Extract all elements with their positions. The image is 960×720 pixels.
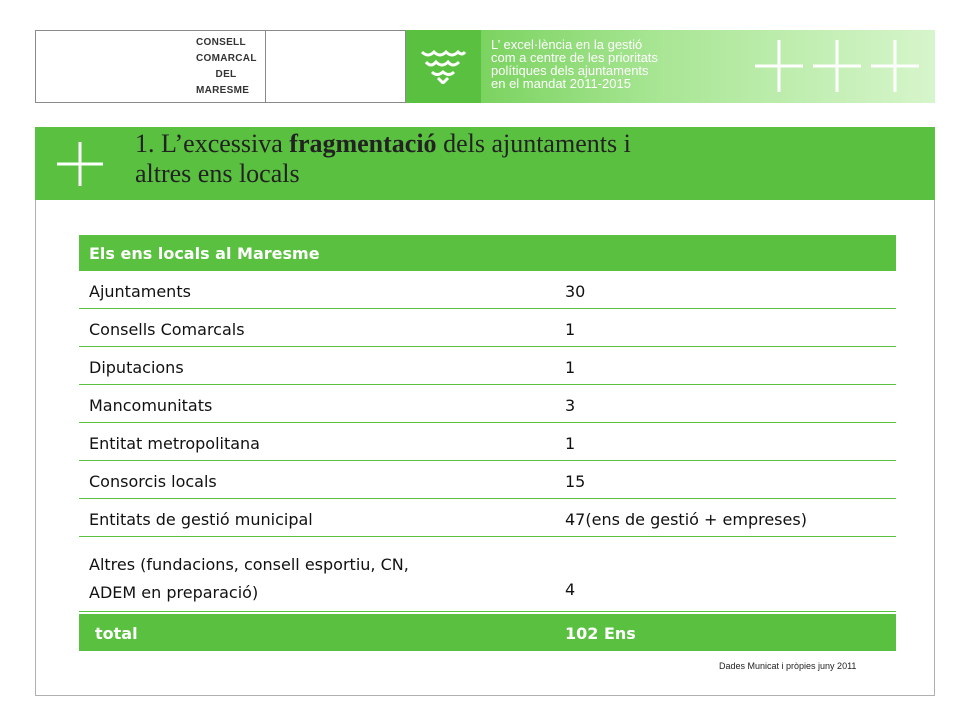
logo-line: COMARCAL (196, 53, 257, 64)
row-label-line: ADEM en preparació) (89, 583, 259, 602)
table-row (79, 385, 896, 423)
table-row (79, 309, 896, 347)
row-value: 4 (565, 580, 576, 599)
row-label: Entitats de gestió municipal (89, 510, 313, 529)
row-value: 47(ens de gestió + empreses) (565, 510, 807, 529)
organization-logo (196, 35, 266, 99)
motto-line: com a centre de les prioritats (491, 50, 658, 65)
table-total-row (79, 614, 896, 651)
row-value: 3 (565, 396, 576, 415)
title-suffix: dels ajuntaments i (436, 129, 631, 158)
title-bar (35, 127, 935, 200)
local-entities-table (79, 235, 896, 651)
table-row (79, 347, 896, 385)
table-row (79, 461, 896, 499)
row-value: 15 (565, 472, 586, 491)
row-label-line: Altres (fundacions, consell esportiu, CN, (89, 555, 409, 574)
motto-box (481, 30, 935, 103)
row-label: Entitat metropolitana (89, 434, 260, 453)
logo-box (35, 30, 266, 103)
table-row (79, 499, 896, 537)
motto-line: en el mandat 2011-2015 (491, 76, 631, 91)
slide-title (135, 129, 775, 189)
title-prefix: 1. L’excessiva (135, 129, 290, 158)
table-row (79, 271, 896, 309)
row-label: Diputacions (89, 358, 184, 377)
row-label: Ajuntaments (89, 282, 191, 301)
row-value: 1 (565, 434, 576, 453)
row-label: Consorcis locals (89, 472, 217, 491)
table-row (79, 537, 896, 612)
plus-cross-icon (753, 38, 923, 94)
table-header-row (79, 235, 896, 271)
row-label: Mancomunitats (89, 396, 213, 415)
table-row (79, 423, 896, 461)
logo-line: MARESME (196, 85, 250, 96)
plus-cross-icon (55, 141, 105, 187)
row-value: 1 (565, 358, 576, 377)
row-label (89, 551, 519, 607)
total-value: 102 Ens (565, 624, 636, 643)
title-bold: fragmentació (289, 129, 437, 158)
header-spacer-box (266, 30, 406, 103)
row-value: 1 (565, 320, 576, 339)
row-label: Consells Comarcals (89, 320, 245, 339)
motto-line: L’ excel·lència en la gestió (491, 37, 643, 52)
table-header: Els ens locals al Maresme (89, 244, 320, 263)
logo-line: DEL (215, 69, 237, 80)
logo-line: CONSELL (196, 37, 246, 48)
source-note: Dades Municat i pròpies juny 2011 (719, 661, 857, 671)
header-motto (491, 38, 741, 90)
total-label: total (95, 624, 138, 643)
wave-emblem-icon (418, 48, 468, 84)
motto-line: polítiques dels ajuntaments (491, 63, 649, 78)
emblem-box (406, 30, 481, 103)
row-value: 30 (565, 282, 586, 301)
title-line2: altres ens locals (135, 159, 300, 188)
